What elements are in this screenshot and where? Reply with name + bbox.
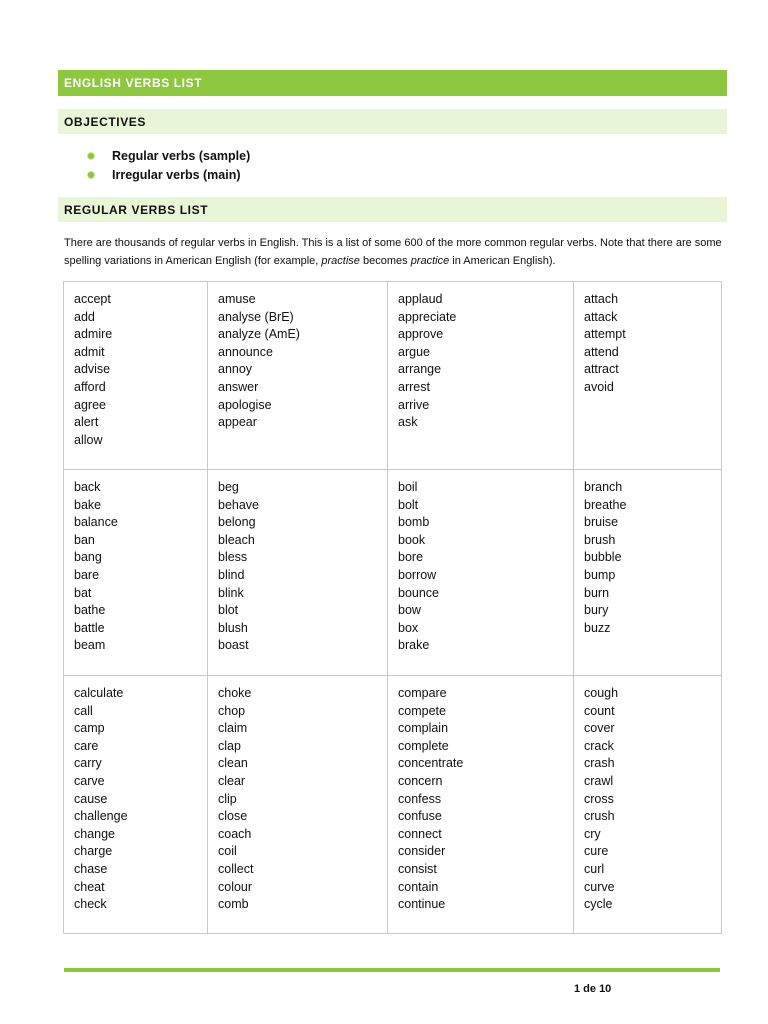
- verb-item: carve: [74, 773, 105, 788]
- verb-item: borrow: [398, 567, 437, 582]
- verb-item: book: [398, 532, 426, 547]
- table-row: [64, 282, 722, 470]
- verb-item: concentrate: [398, 756, 464, 771]
- verb-item: continue: [398, 897, 446, 912]
- verb-item: bake: [74, 497, 102, 512]
- verb-item: annoy: [218, 362, 253, 377]
- verb-item: choke: [218, 686, 252, 700]
- verb-item: bore: [398, 550, 424, 565]
- verb-item: cough: [584, 686, 619, 700]
- verb-item: bare: [74, 567, 100, 582]
- verb-item: bolt: [398, 497, 419, 512]
- verb-item: comb: [218, 897, 249, 912]
- verb-item: bomb: [398, 515, 430, 530]
- objectives-list: [86, 146, 250, 184]
- verb-item: appreciate: [398, 309, 457, 324]
- verb-item: cover: [584, 721, 615, 736]
- verb-item: chase: [74, 861, 108, 876]
- verb-item: change: [74, 826, 116, 841]
- verb-item: attach: [584, 292, 619, 306]
- verb-item: bless: [218, 550, 248, 565]
- table-cell: [574, 676, 722, 934]
- verb-item: alert: [74, 415, 99, 430]
- verb-item: allow: [74, 432, 103, 447]
- verb-item: call: [74, 703, 93, 718]
- verb-item: charge: [74, 844, 113, 859]
- verb-item: box: [398, 620, 419, 635]
- verb-item: buzz: [584, 620, 611, 635]
- verb-item: ban: [74, 532, 95, 547]
- verb-item: chop: [218, 703, 246, 718]
- verb-item: agree: [74, 397, 106, 412]
- verb-item: attract: [584, 362, 619, 377]
- verb-item: cross: [584, 791, 614, 806]
- verb-item: accept: [74, 292, 111, 306]
- table-cell: [64, 470, 208, 676]
- verb-item: attempt: [584, 327, 626, 342]
- objective-text: Irregular verbs (main): [112, 167, 241, 182]
- verb-item: answer: [218, 379, 259, 394]
- verb-item: ask: [398, 415, 418, 430]
- verb-item: bubble: [584, 550, 622, 565]
- verb-item: attend: [584, 344, 619, 359]
- verb-item: announce: [218, 344, 273, 359]
- table-cell: [208, 470, 388, 676]
- intro-emphasis: practice: [410, 254, 450, 267]
- verb-item: approve: [398, 327, 444, 342]
- intro-text: There are thousands of regular verbs in English. This is a list of some 600 of the more common regular verbs. Note that there are some spelling variations in American English (for example,: [64, 237, 722, 267]
- intro-text: in American English).: [449, 254, 556, 267]
- table-cell: [64, 282, 208, 470]
- verb-item: bathe: [74, 603, 106, 618]
- verb-item: consist: [398, 861, 437, 876]
- verb-item: brush: [584, 532, 616, 547]
- verb-item: consider: [398, 844, 446, 859]
- table-row: [64, 470, 722, 676]
- verb-item: bang: [74, 550, 102, 565]
- verb-item: crush: [584, 809, 615, 824]
- verb-item: applaud: [398, 292, 443, 306]
- verb-item: blot: [218, 603, 239, 618]
- verb-item: beam: [74, 638, 106, 653]
- verb-item: amuse: [218, 292, 256, 306]
- table-cell: [208, 282, 388, 470]
- verb-item: clear: [218, 773, 246, 788]
- intro-text: becomes: [359, 254, 411, 267]
- list-item: [86, 165, 250, 184]
- verb-item: boast: [218, 638, 249, 653]
- verb-item: bleach: [218, 532, 255, 547]
- table-cell: [208, 676, 388, 934]
- verb-item: appear: [218, 415, 257, 430]
- footer-rule: [64, 968, 720, 972]
- verb-item: close: [218, 809, 248, 824]
- verb-item: arrive: [398, 397, 430, 412]
- verb-item: colour: [218, 879, 253, 894]
- verb-item: arrest: [398, 379, 430, 394]
- objectives-heading-banner: [58, 109, 727, 134]
- verb-item: complain: [398, 721, 449, 736]
- verb-item: behave: [218, 497, 260, 512]
- verb-item: compare: [398, 686, 447, 700]
- verb-item: admire: [74, 327, 113, 342]
- verb-item: cause: [74, 791, 108, 806]
- page-number: 1 de 10: [574, 983, 612, 995]
- verb-item: back: [74, 480, 101, 494]
- verb-item: boil: [398, 480, 418, 494]
- verb-item: cry: [584, 826, 601, 841]
- table-cell: [64, 676, 208, 934]
- table-cell: [574, 470, 722, 676]
- verb-item: compete: [398, 703, 446, 718]
- verb-item: curl: [584, 861, 605, 876]
- verb-item: bump: [584, 567, 616, 582]
- list-item: [86, 146, 250, 165]
- verb-item: balance: [74, 515, 118, 530]
- verb-item: care: [74, 738, 99, 753]
- verb-item: blink: [218, 585, 244, 600]
- verb-item: collect: [218, 861, 254, 876]
- table-cell: [388, 470, 574, 676]
- verb-item: confuse: [398, 809, 442, 824]
- verb-item: clean: [218, 756, 248, 771]
- verb-item: blush: [218, 620, 248, 635]
- objectives-heading: OBJECTIVES: [64, 114, 147, 129]
- verb-item: analyze (AmE): [218, 327, 300, 342]
- verb-item: claim: [218, 721, 248, 736]
- bullet-icon: [88, 153, 94, 159]
- verb-item: brake: [398, 638, 430, 653]
- verb-item: bury: [584, 603, 609, 618]
- table-row: [64, 676, 722, 934]
- document-title-banner: [58, 70, 727, 96]
- verb-item: challenge: [74, 809, 128, 824]
- verb-item: cycle: [584, 897, 613, 912]
- verb-item: clap: [218, 738, 241, 753]
- objective-text: Regular verbs (sample): [112, 148, 251, 163]
- verb-item: blind: [218, 567, 245, 582]
- verb-item: beg: [218, 480, 239, 494]
- verb-item: check: [74, 897, 107, 912]
- verb-item: coil: [218, 844, 237, 859]
- verb-item: bounce: [398, 585, 440, 600]
- regular-verbs-heading-banner: [58, 197, 727, 222]
- verb-item: confess: [398, 791, 442, 806]
- verb-item: advise: [74, 362, 111, 377]
- document-title: ENGLISH VERBS LIST: [64, 76, 203, 90]
- verb-item: bow: [398, 603, 421, 618]
- bullet-icon: [88, 172, 94, 178]
- verb-item: breathe: [584, 497, 627, 512]
- table-cell: [574, 282, 722, 470]
- regular-verbs-heading: REGULAR VERBS LIST: [64, 202, 209, 217]
- verb-item: contain: [398, 879, 439, 894]
- verb-item: bruise: [584, 515, 619, 530]
- table-cell: [388, 282, 574, 470]
- verb-item: argue: [398, 344, 430, 359]
- intro-emphasis: practise: [321, 254, 360, 267]
- verb-item: count: [584, 703, 615, 718]
- verb-item: add: [74, 309, 95, 324]
- verb-item: battle: [74, 620, 105, 635]
- verb-item: coach: [218, 826, 252, 841]
- verb-item: apologise: [218, 397, 272, 412]
- verb-item: bat: [74, 585, 92, 600]
- verb-item: calculate: [74, 686, 124, 700]
- verb-item: camp: [74, 721, 105, 736]
- verb-item: crash: [584, 756, 615, 771]
- verb-item: avoid: [584, 379, 614, 394]
- table-cell: [388, 676, 574, 934]
- verb-item: complete: [398, 738, 449, 753]
- verb-item: curve: [584, 879, 615, 894]
- verb-item: crawl: [584, 773, 614, 788]
- verb-item: admit: [74, 344, 105, 359]
- verb-item: connect: [398, 826, 442, 841]
- verb-item: crack: [584, 738, 614, 753]
- verb-item: concern: [398, 773, 443, 788]
- verb-item: clip: [218, 791, 237, 806]
- verb-item: afford: [74, 379, 106, 394]
- verb-item: arrange: [398, 362, 442, 377]
- verb-item: branch: [584, 480, 623, 494]
- verb-item: attack: [584, 309, 618, 324]
- verb-item: carry: [74, 756, 102, 771]
- verb-item: belong: [218, 515, 256, 530]
- verb-item: analyse (BrE): [218, 309, 294, 324]
- verb-item: burn: [584, 585, 610, 600]
- intro-paragraph: [64, 235, 724, 270]
- verb-item: cure: [584, 844, 609, 859]
- verb-item: cheat: [74, 879, 105, 894]
- regular-verbs-table: [63, 281, 722, 934]
